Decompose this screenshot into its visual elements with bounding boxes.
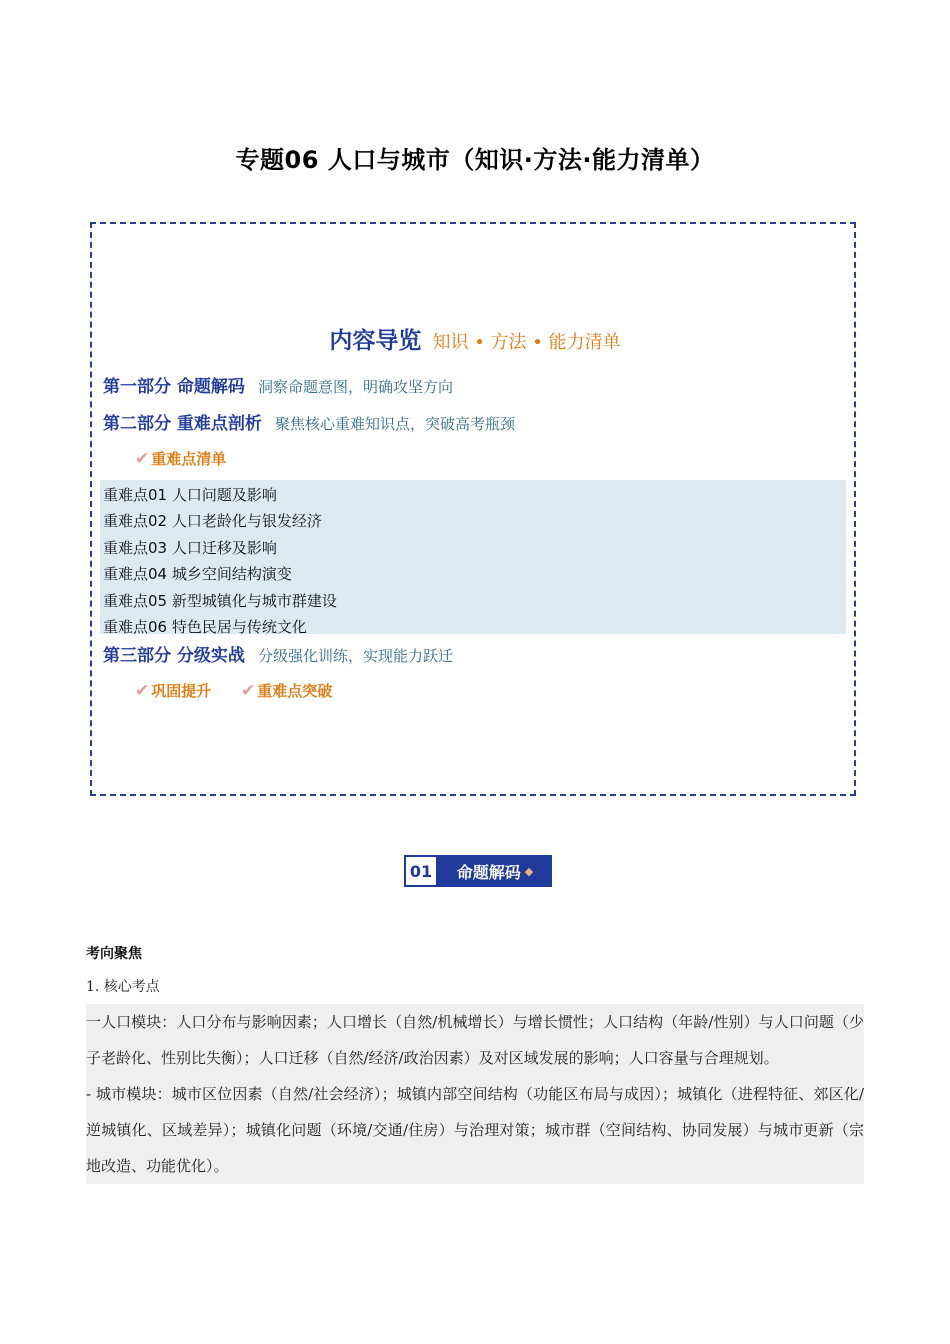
- checklist-label: ✔ 重难点清单: [135, 449, 227, 469]
- part-two: [103, 409, 515, 434]
- diamond-icon: ◆: [524, 864, 534, 878]
- city-module-text: - 城市模块：城市区位因素（自然/社会经济）；城镇内部空间结构（功能区布局与成因）；城镇化（进程特征、郊区化/逆城镇化、区域差异）；城镇化问题（环境/交通/住房）与治理对策；城市群（空间结构、协同发展）与城市更新（宗地改造、功能优化）。: [86, 1085, 864, 1175]
- key-points-list: [100, 480, 846, 634]
- overview-subtitle: 知识 • 方法 • 能力清单: [432, 332, 621, 353]
- part-three-desc: 分级强化训练，实现能力跃迁: [258, 647, 454, 665]
- practice-label-breakthrough: ✔ 重难点突破: [241, 681, 333, 701]
- checkmark-icon: ✔: [135, 449, 150, 469]
- list-item: 重难点01 人口问题及影响: [103, 486, 277, 504]
- overview-heading: [0, 322, 950, 355]
- population-module-text: 一人口模块：人口分布与影响因素；人口增长（自然/机械增长）与增长惯性；人口结构（年龄/性别）与人口问题（少子老龄化、性别比失衡）；人口迁移（自然/经济/政治因素）及对区域发展的影响；人口容量与合理规划。: [86, 1013, 864, 1067]
- section-label: 命题解码 ◆: [438, 855, 552, 887]
- practice-label-consolidate: ✔ 巩固提升: [135, 681, 212, 701]
- part-one-title: 第一部分 命题解码: [103, 377, 245, 397]
- core-points-block: [86, 1004, 864, 1184]
- overview-title: 内容导览: [329, 328, 422, 354]
- list-item: 重难点05 新型城镇化与城市群建设: [103, 591, 337, 610]
- part-three-title: 第三部分 分级实战: [103, 646, 245, 666]
- section-badge: [404, 855, 552, 887]
- list-item: 重难点06 特色民居与传统文化: [103, 617, 307, 636]
- checkmark-icon: ✔: [241, 681, 256, 701]
- focus-heading: 考向聚焦: [86, 946, 142, 962]
- page-title: 专题06 人口与城市（知识·方法·能力清单）: [235, 146, 715, 174]
- core-points-label: 1. 核心考点: [86, 979, 160, 995]
- part-two-title: 第二部分 重难点剖析: [103, 414, 262, 434]
- checkmark-icon: ✔: [135, 681, 150, 701]
- list-item: 重难点02 人口老龄化与银发经济: [103, 512, 322, 531]
- section-number: 01: [404, 855, 438, 887]
- list-item: 重难点04 城乡空间结构演变: [103, 565, 292, 584]
- part-three: [103, 641, 453, 666]
- list-item: 重难点03 人口迁移及影响: [103, 538, 277, 557]
- part-two-desc: 聚焦核心重难知识点，突破高考瓶颈: [275, 415, 516, 433]
- part-one: [103, 372, 453, 397]
- part-one-desc: 洞察命题意图，明确攻坚方向: [258, 378, 454, 396]
